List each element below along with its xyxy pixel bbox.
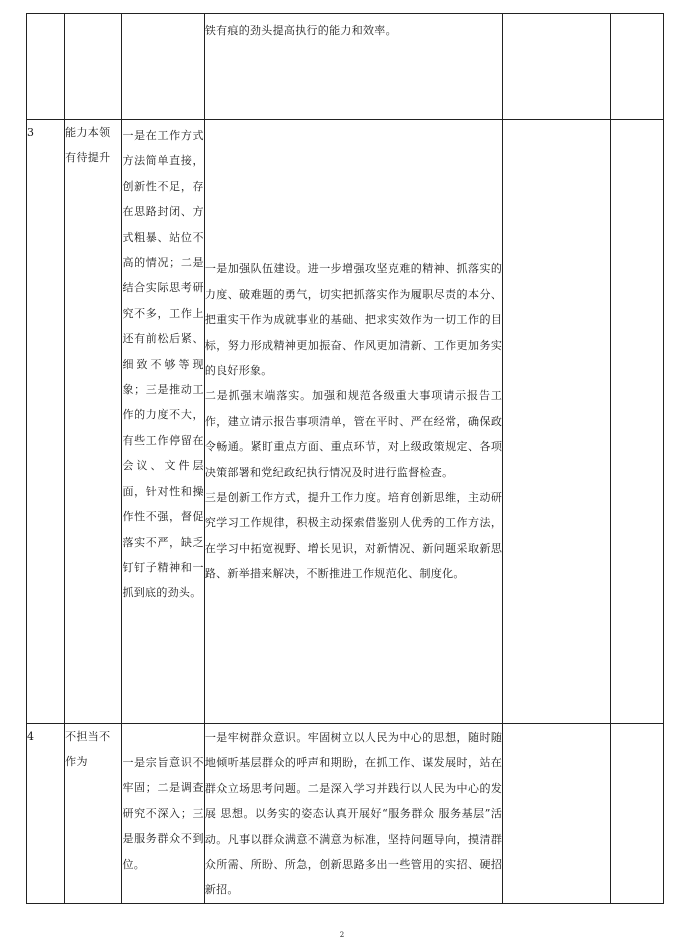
row-number: 3 [27,120,65,724]
problem-category [65,14,122,120]
rectification-table [26,13,664,904]
empty-cell [610,120,663,724]
table-row [27,724,664,904]
empty-cell [503,14,611,120]
row-number [27,14,65,120]
table-row [27,14,664,120]
table-row [27,120,664,724]
measure-paragraph: 一是牢树群众意识。牢固树立以人民为中心的思想，随时随地倾听基层群众的呼声和期盼，在抓工作、谋发展时，站在群众立场思考问题。二是深入学习并践行以人民为中心的发展 思想。以务实的姿态认真开展好“服务群众 服务基层”活动。凡事以群众满意不满意为标准，坚持问题导向，摸清群众所需、所盼、所急，创新思路多出一些管用的实招、硬招新招。 [204,731,503,897]
empty-cell [610,14,663,120]
problem-category: 不担当不作为 [65,724,122,904]
empty-cell [503,120,611,724]
problem-description [122,14,204,120]
measure-paragraph: 三是创新工作方式，提升工作力度。培育创新思维，主动研究学习工作规律，积极主动探索借鉴别人优秀的工作方法，在学习中拓宽视野、增长见识，对新情况、新问题采取新思路、新举措来解决，不断推进工作规范化、制度化。 [204,491,503,581]
page-number: 2 [339,931,345,939]
rectification-measures [204,120,502,724]
empty-cell [610,724,663,904]
problem-description: 一是宗旨意识不牢固；二是调查研究不深入；三是服务群众不到位。 [122,724,204,904]
measure-paragraph: 二是抓强末端落实。加强和规范各级重大事项请示报告工作，建立请示报告事项清单，管在平时、严在经常，确保政令畅通。紧盯重点方面、重点环节，对上级政策规定、各项决策部署和党纪政纪执行情况及时进行监督检查。 [204,389,503,479]
row-number: 4 [27,724,65,904]
measure-paragraph: 铁有痕的劲头提高执行的能力和效率。 [204,24,397,37]
empty-cell [503,724,611,904]
measure-paragraph: 一是加强队伍建设。进一步增强攻坚克难的精神、抓落实的力度、破难题的勇气，切实把抓落实作为履职尽责的本分、把重实干作为成就事业的基础、把求实效作为一切工作的目标，努力形成精神更加振奋、作风更加清新、工作更加务实的良好形象。 [204,262,503,377]
problem-category: 能力本领有待提升 [65,120,122,724]
problem-description: 一是在工作方式方法简单直接，创新性不足，存在思路封闭、方式粗暴、站位不高的情况；二是结合实际思考研究不多，工作上还有前松后紧、细致不够等现象；三是推动工作的力度不大，有些工作停留在会议、文件层面，针对性和操作性不强，督促落实不严，缺乏钉钉子精神和一抓到底的劲头。 [122,120,204,724]
rectification-measures [204,14,502,120]
rectification-measures [204,724,502,904]
